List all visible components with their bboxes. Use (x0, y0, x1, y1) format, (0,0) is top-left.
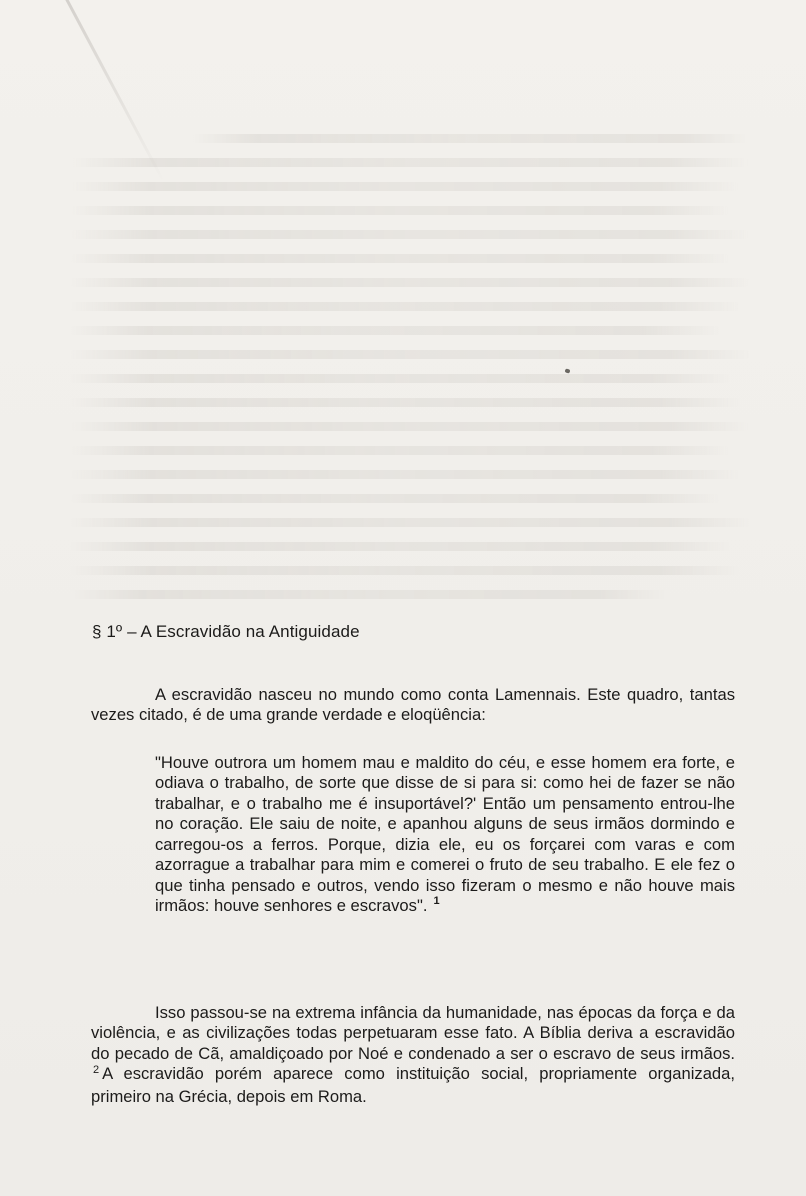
closing-paragraph (91, 1003, 735, 1108)
reverse-side-bleed-through (70, 120, 760, 620)
closing-text-b: A escravidão porém aparece como instituição social, propriamente organizada, primeiro na Grécia, depois em Roma. (91, 1064, 735, 1106)
quote-text: "Houve outrora um homem mau e maldito do céu, e esse homem era forte, e odiava o trabalho, de sorte que disse de si para si: como hei de fazer se não trabalhar, e o trabalho me é insuportável?' Então um pensamento entrou-lhe no coração. Ele saiu de noite, e apanhou alguns de seus irmãos dormindo e carregou-os a ferros. Porque, dizia ele, eu os forçarei com varas e com azorrague a trabalhar para mim e comerei o fruto de seu trabalho. E ele fez o que tinha pensado e outros, vendo isso fizeram o mesmo e não houve mais irmãos: houve senhores e escravos". (155, 752, 735, 916)
lamennais-quote (155, 753, 735, 919)
intro-paragraph: A escravidão nasceu no mundo como conta Lamennais. Este quadro, tantas vezes citado, é de uma grande verdade e eloqüência: (91, 684, 735, 725)
section-heading: § 1º – A Escravidão na Antiguidade (92, 622, 360, 641)
footnote-marker-1: 1 (433, 895, 440, 908)
closing-text-a: Isso passou-se na extrema infância da humanidade, nas épocas da força e da violência, e as civilizações todas perpetuaram esse fato. A Bíblia deriva a escravidão do pecado de Cã, amaldiçoado por Noé e condenado a ser o escravo de seus irmãos. (91, 1002, 735, 1063)
footnote-marker-2: 2 (93, 1064, 100, 1077)
